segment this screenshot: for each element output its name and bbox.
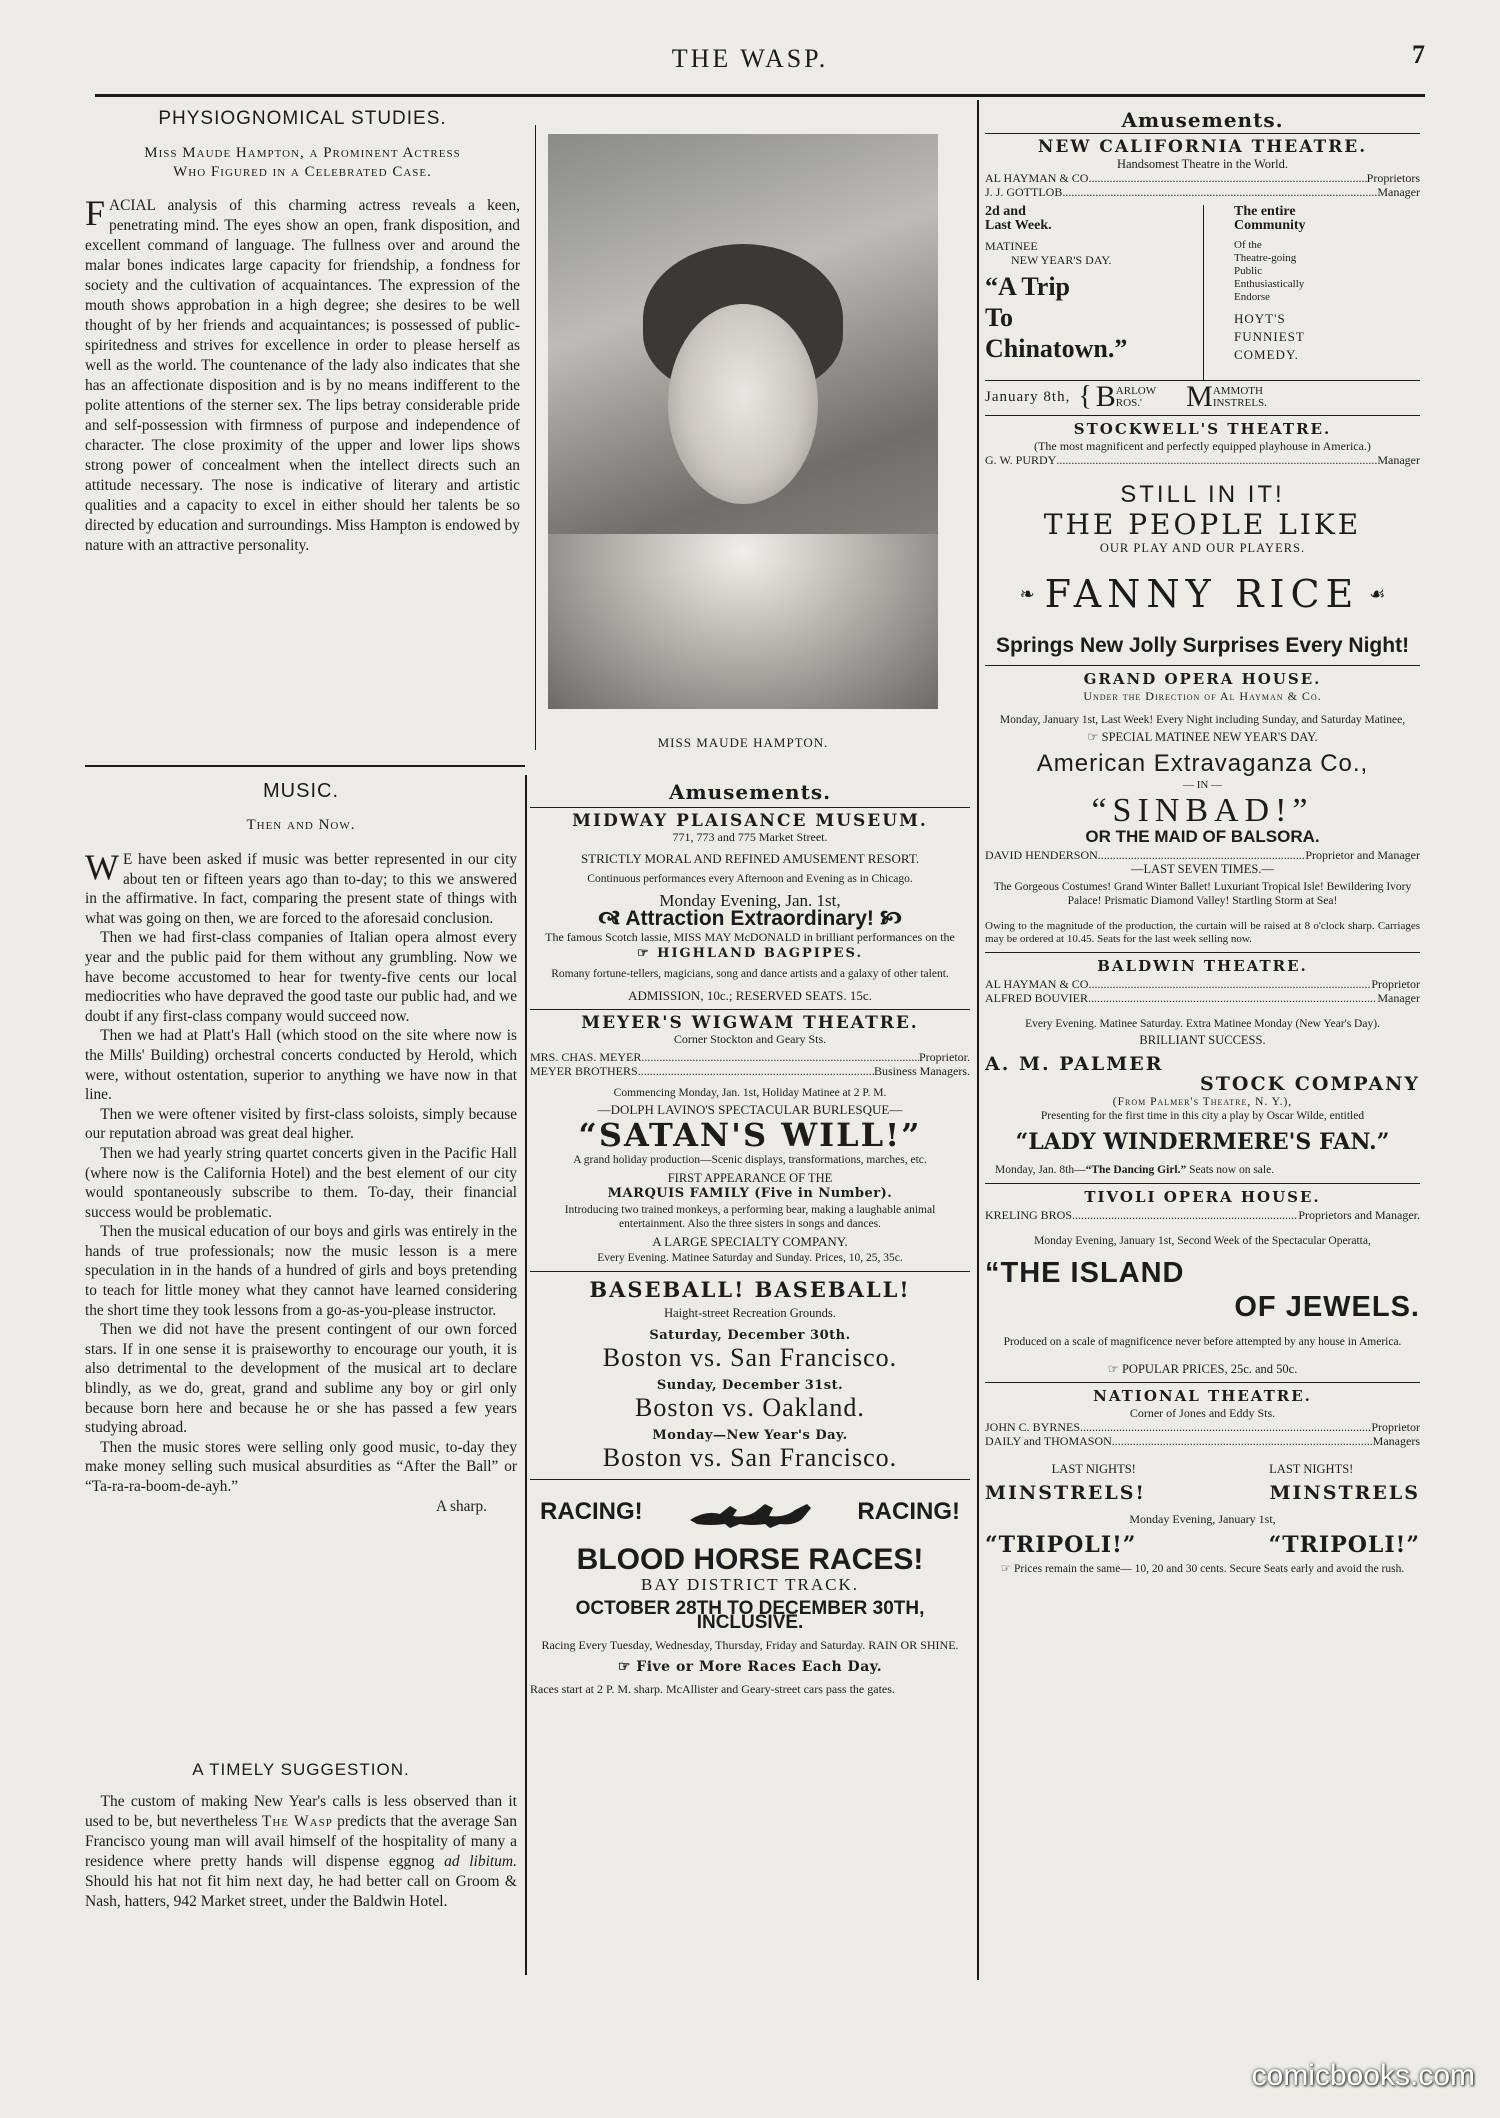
middle-column-rule <box>525 775 527 1975</box>
page-number: 7 <box>1412 40 1425 69</box>
section-heading: Amusements. <box>668 780 832 804</box>
section-heading: Amusements. <box>1121 108 1284 132</box>
hoyts-comedy: The entire Community Of the Theatre-going Public Enthusiastically Endorse HOYT'S FUNNIEST COMEDY. <box>1234 204 1306 362</box>
ornament-left: ❧ <box>1019 584 1035 604</box>
baldwin-theatre-ad: BALDWIN THEATRE. AL HAYMAN & CO ..... Proprietor ALFRED BOUVIER ..... Manager Every Evening. Matinee Saturday. Extra Matinee Monday (New Year's Day). BRILLIANT SUCCESS. A. M. PALMER STOCK COMPANY (From Palmer's Theatre, N. Y.), Presenting for the first time in this city a play by Oscar Wilde, entitled “LADY WINDERMERE'S FAN.” Monday, Jan. 8th—“The Dancing Girl.” Seats now on sale. <box>985 959 1420 1177</box>
page-header <box>0 40 1500 80</box>
racing-ad: RACING! RACING! BLOOD HORSE RACES! BAY DISTRICT TRACK. OCTOBER 28TH TO DECEMBER 30TH, INCLUSIVE. Racing Every Tuesday, Wednesday, Thursday, Friday and Saturday. RAIN OR SHINE. ☞ Five or More Races Each Day. Races start at 2 P. M. sharp. McAllister and Geary-street cars pass the gates. <box>530 1486 970 1696</box>
tivoli-opera-house-ad: TIVOLI OPERA HOUSE. KRELING BROS ..... Proprietors and Manager. Monday Evening, January 1st, Second Week of the Spectacular Operatta, “THE ISLAND OF JEWELS. Produced on a scale of magnificence never before attempted by any house in America. ☞ POPULAR PRICES, 25c. and 50c. <box>985 1190 1420 1376</box>
baseball-ad: BASEBALL! BASEBALL! Haight-street Recreation Grounds. Saturday, December 30th. Boston vs. San Francisco. Sunday, December 31st. Boston vs. Oakland. Monday—New Year's Day. Boston vs. San Francisco. <box>589 1277 911 1472</box>
article-title: A TIMELY SUGGESTION. <box>192 1760 410 1779</box>
right-column-rule <box>977 100 979 1980</box>
new-california-theatre-ad: NEW CALIFORNIA THEATRE. Handsomest Theatre in the World. AL HAYMAN & CO ..... Proprietors J. J. GOTTLOB ..... Manager 2d and Last Week. MATINEE NEW YEAR'S DAY. “A Trip To Chinatown.” The entire Community Of the Theatre-going Public Enthusiastically Endorse HOYT'S FUNNIEST COMEDY. January 8th, { B ARLOW ROS.' M AMMOTH INSTRELS. <box>985 140 1420 409</box>
drop-cap: F <box>85 193 106 233</box>
portrait-photo <box>548 134 938 709</box>
pointing-hand-icon: ☞ <box>617 1659 637 1675</box>
left-article-separator <box>85 765 525 767</box>
right-amusements <box>985 105 1420 1990</box>
drop-cap: W <box>85 847 119 887</box>
grand-opera-house-ad: GRAND OPERA HOUSE. Under the Direction of Al Hayman & Co. Monday, January 1st, Last Week! Every Night including Sunday, and Saturday Matinee, ☞ SPECIAL MATINEE NEW YEAR'S DAY. American Extravaganza Co., — IN — “SINBAD!” OR THE MAID OF BALSORA. DAVID HENDERSON ..... Proprietor and Manager —LAST SEVEN TIMES.— The Gorgeous Costumes! Grand Winter Ballet! Luxuriant Tropical Isle! Bewildering Ivory Palace! Prismatic Diamond Valley! Startling Storm at Sea! Owing to the magnitude of the production, the curtain will be raised at 8 o'clock sharp. Carriages may be ordered at 10.45. Seats for the last week selling now. <box>985 672 1420 946</box>
meyers-wigwam-ad: MEYER'S WIGWAM THEATRE. Corner Stockton and Geary Sts. MRS. CHAS. MEYER ..... Proprietor. MEYER BROTHERS ..... Business Managers. Commencing Monday, Jan. 1st, Holiday Matinee at 2 P. M. —DOLPH LAVINO'S SPECTACULAR BURLESQUE— “SATAN'S WILL!” A grand holiday production—Scenic displays, transformations, marches, etc. FIRST APPEARANCE OF THE MARQUIS FAMILY (Five in Number). Introducing two trained monkeys, a performing bear, making a laughable animal entertainment. Also the three sisters in songs and dances. A LARGE SPECIALTY COMPANY. Every Evening. Matinee Saturday and Sunday. Prices, 10, 25, 35c. <box>530 1016 970 1265</box>
article-subtitle: Then and Now. <box>246 817 356 833</box>
pointing-hand-icon: ☞ <box>1000 1563 1014 1575</box>
midway-plaisance-ad: MIDWAY PLAISANCE MUSEUM. 771, 773 and 775 Market Street. STRICTLY MORAL AND REFINED AMUSEMENT RESORT. Continuous performances every Afternoon and Evening as in Chicago. Monday Evening, Jan. 1st, 🙧 Attraction Extraordinary! 🙥 The famous Scotch lassie, MISS MAY McDONALD in brilliant performances on the ☞ HIGHLAND BAGPIPES. Romany fortune-tellers, magicians, song and dance artists and a galaxy of other talent. ADMISSION, 10c.; RESERVED SEATS. 15c. <box>545 811 955 1003</box>
timely-suggestion-article <box>85 1760 517 1980</box>
national-theatre-ad: NATIONAL THEATRE. Corner of Jones and Eddy Sts. JOHN C. BYRNES ..... Proprietor DAILY and THOMASON ..... Managers LAST NIGHTS! LAST NIGHTS! MINSTRELS! MINSTRELS Monday Evening, January 1st, “TRIPOLI!” “TRIPOLI!” ☞ Prices remain the same— 10, 20 and 30 cents. Secure Seats early and avoid the rush. <box>985 1389 1420 1576</box>
article-body: W E have been asked if music was better represented in our city about ten or fifteen years ago than to-day; to this we answered in the affirmative. In fact, comparing the present state of things with what was going on then, we are forced to the aforesaid conclusion. Then we had first-class companies of Italian opera almost every year and the public paid for them without any grumbling. Now we have become accustomed to hear for twenty-five cents our local mediocrities who have depraved the good taste our public had, and we doubt if any first-class company would succeed now. Then we had at Platt's Hall (which stood on the site where now is the Mills' Building) orchestral concerts conducted by Herold, which were, without ostentation, superior to anything we have now in that line. Then we were oftener visited by first-class soloists, simply because our reputation abroad was great deal higher. Then we had yearly string quartet concerts given in the Pacific Hall (where now is the California Hotel) and the best element of our city would spontaneously subscribe to them. To-day, their financial success would be problematic. Then the musical education of our boys and girls was entirely in the hands of true professionals; now the music lesson is a mere speculation in in the hands of a hundred of girls and boys pretending to teach for little money what they cannot have learned considering the short time they took lessons from a go-as-you-please instructor. Then we did not have the present contingent of our own forced stars. If in one sense it is praiseworthy to encourage our youth, it is also detrimental to the development of the musical art to declare blindly, as we do, great, grand and sublime any boy or girl only because born here and because he or she has passed a few years studying abroad. Then the music stores were selling only good music, to-day they make money selling such musical absurdities as “After the Ball” or “Ta-ra-ra-boom-de-ayh.” A sharp. <box>85 847 517 1515</box>
middle-amusements <box>530 775 970 1975</box>
header-rule <box>95 94 1425 97</box>
article-subtitle: Miss Maude Hampton, a Prominent Actress Who Figured in a Celebrated Case. <box>144 145 461 180</box>
article-body: The custom of making New Year's calls is less observed than it used to be, but nevertheless The Wasp predicts that the average San Francisco young man will avail himself of the hospitality of many a residence where pretty hands will dispense eggnog ad libitum. Should his hat not fit him next day, he had better call on Groom & Nash, hatters, 942 Market street, under the Baldwin Hotel. <box>85 1793 517 1910</box>
ornament-right: ☙ <box>1369 584 1386 604</box>
article-body: FACIAL analysis of this charming actress reveals a keen, penetrating mind. The eyes show an open, frank disposition, and excellent command of language. The fullness over and around the malar bones indicates large capacity for friendship, a fondness for society and the cultivation of acquaintances. The expression of the mouth shows approbation in a high degree; she desires to be well thought of by her friends and acquaintances; is possessed of public-spiritedness and strives for excellence in order to please herself as well as the world. The countenance of the lady also indicates that she has an affectionate disposition and is by no means indifferent to the polite attentions of the sterner sex. The lips betray considerable pride and self-possession with firmness of purpose and independence of character. The close proximity of the upper and lower lips shows strong power of concealment when the intellect directs such an attitude necessary. The nose is indicative of literary and artistic qualities and a capacity to excel in either should her talents be so directed by education and surroundings. Miss Hampton is endowed by nature with an attractive personality. <box>85 193 520 554</box>
signature: A sharp. <box>436 1497 487 1515</box>
pointing-hand-icon: ☞ <box>1107 1362 1122 1376</box>
pointing-hand-icon: ☞ <box>636 946 658 961</box>
racing-horses-icon <box>685 1492 815 1532</box>
ornament-left: 🙧 <box>598 907 626 930</box>
physiognomical-article <box>85 106 520 756</box>
pointing-hand-icon: ☞ <box>1087 730 1102 744</box>
portrait-dress <box>548 534 938 709</box>
photo-caption: MISS MAUDE HAMPTON. <box>657 735 829 750</box>
watermark: comicbooks.com <box>1251 2059 1475 2092</box>
ornament-right: 🙥 <box>873 907 902 930</box>
newspaper-title: THE WASP. <box>671 44 829 73</box>
music-article <box>85 778 517 1758</box>
article-title: MUSIC. <box>263 780 339 802</box>
portrait-face <box>668 304 818 504</box>
barlow-mammoth-line: January 8th, { B ARLOW ROS.' M AMMOTH INSTRELS. <box>985 380 1420 409</box>
article-title: PHYSIOGNOMICAL STUDIES. <box>158 108 447 129</box>
left-column-rule-top <box>535 125 536 750</box>
stockwells-theatre-ad: STOCKWELL'S THEATRE. (The most magnificent and perfectly equipped playhouse in America.) G. W. PURDY ..... Manager STILL IN IT! THE PEOPLE LIKE OUR PLAY AND OUR PLAYERS. ❧ FANNY RICE ☙ Springs New Jolly Surprises Every Night! <box>985 422 1420 659</box>
trip-to-chinatown: 2d and Last Week. MATINEE NEW YEAR'S DAY. “A Trip To Chinatown.” <box>985 205 1204 380</box>
